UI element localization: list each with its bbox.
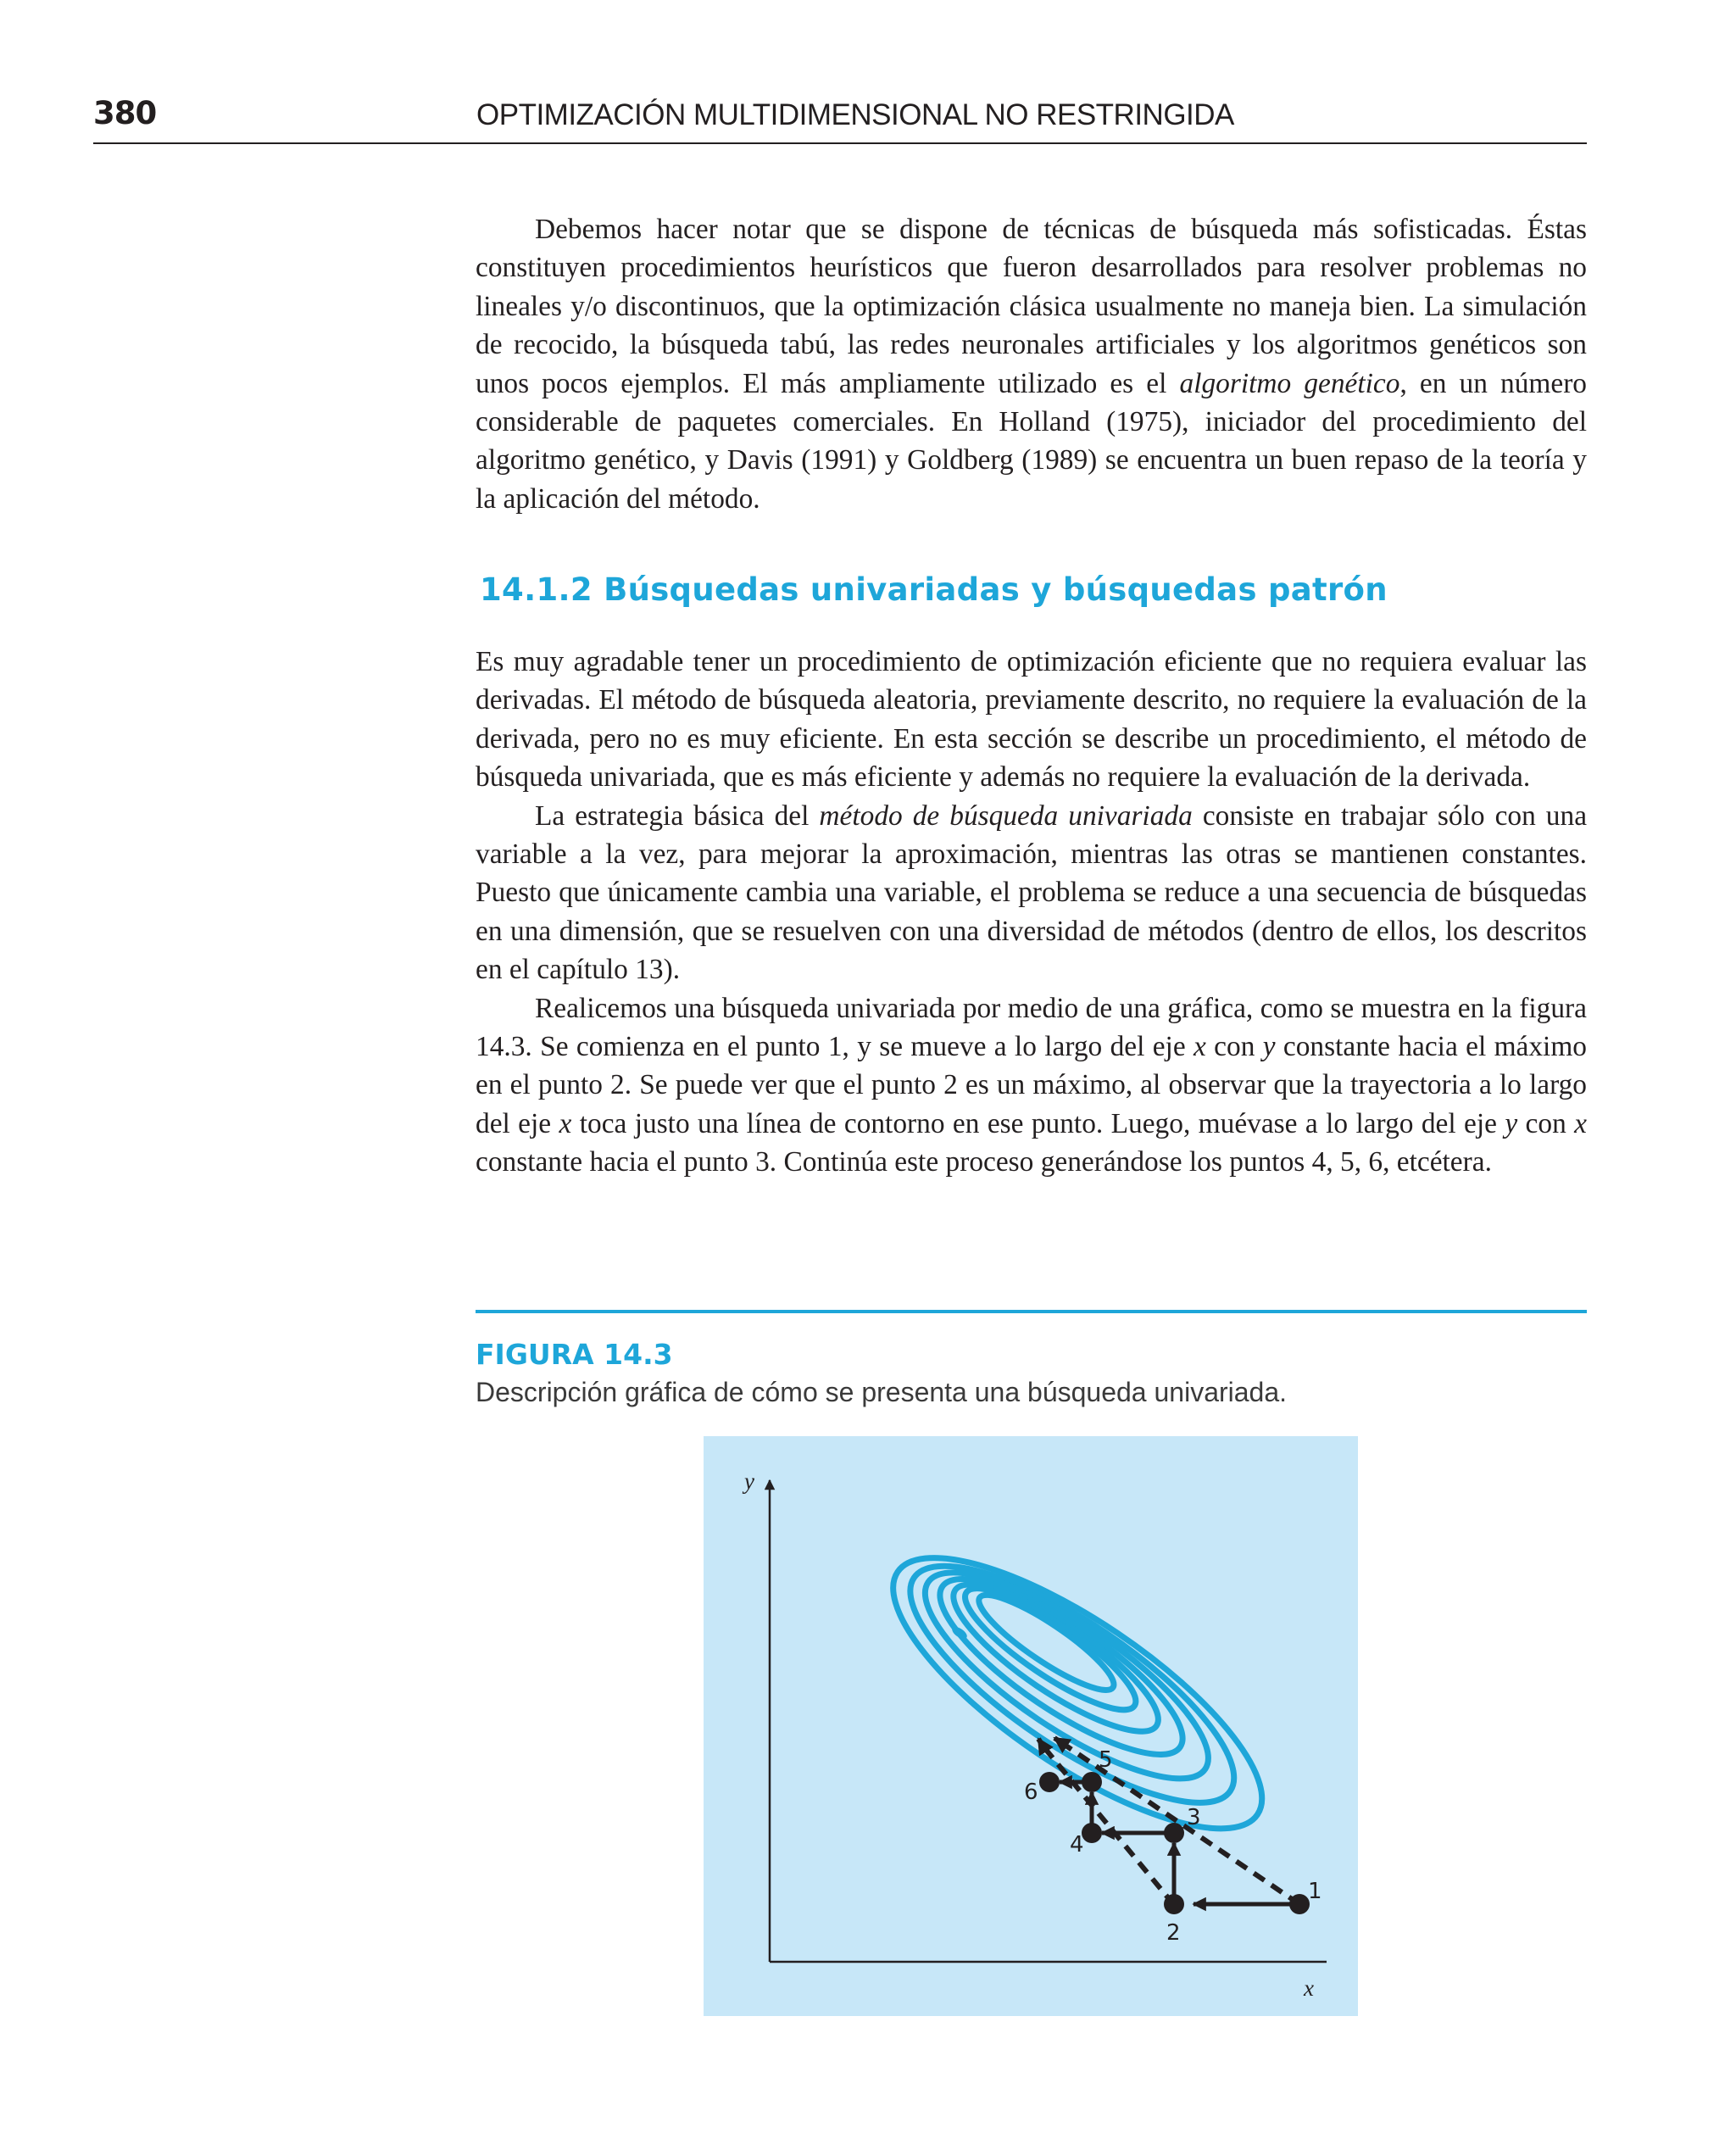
point-2-label: 2 bbox=[1166, 1920, 1181, 1946]
pattern-arrowhead-2 bbox=[1038, 1739, 1043, 1746]
point-5-marker bbox=[1082, 1772, 1102, 1792]
point-3-marker bbox=[1164, 1823, 1184, 1843]
point-1-label: 1 bbox=[1308, 1879, 1322, 1904]
math-variable: x bbox=[1574, 1107, 1587, 1139]
math-variable: x bbox=[559, 1107, 572, 1139]
paragraph: Es muy agradable tener un procedimiento de optimización eficiente que no requiera evaluar las derivadas. El método de búsqueda aleatoria, previamente descrito, no requiere la evaluación de la derivada, pero no es muy eficiente. En esta sección se describe un procedimiento, el método de búsqueda univariada, que es más eficiente y además no requiere la evaluación de la derivada. bbox=[476, 646, 1587, 794]
y-axis-label: y bbox=[744, 1468, 754, 1494]
math-variable: x bbox=[1194, 1031, 1206, 1063]
paragraph-text: , en un número considerable de paquetes comerciales. En Holland (1975), iniciador del procedimiento del algoritmo genético, y Davis (1991) y Goldberg (1989) se encuentra un buen repaso de la teoría y la aplicación del método. bbox=[476, 367, 1588, 515]
point-4-marker bbox=[1082, 1823, 1102, 1843]
paragraph-text: constante hacia el punto 3. Continúa este proceso generándose los puntos 4, 5, 6, etcétera. bbox=[476, 1146, 1492, 1178]
page-number: 380 bbox=[93, 95, 157, 131]
paragraph-text: constante hacia el máximo en el punto 2. Se puede ver que el punto 2 es un máximo, al observar que la trayectoria a lo largo del eje bbox=[476, 1031, 1587, 1139]
point-4-label: 4 bbox=[1070, 1832, 1084, 1858]
figure-panel bbox=[704, 1436, 1358, 2016]
point-6-label: 6 bbox=[1024, 1780, 1038, 1805]
paragraph-text: consiste en trabajar sólo con una variable a la vez, para mejorar la aproximación, mientras las otras se mantienen constantes. Puesto que únicamente cambia una variable, el problema se reduce a una secuencia de búsquedas en una dimensión, que se resuelven con una diversidad de métodos (dentro de ellos, los descritos en el capítulo 13). bbox=[476, 799, 1588, 986]
point-3-label: 3 bbox=[1187, 1805, 1201, 1830]
contour-plot bbox=[704, 1436, 1358, 2016]
figure-caption: Descripción gráfica de cómo se presenta una búsqueda univariada. bbox=[476, 1377, 1288, 1407]
emphasis-term: método de búsqueda univariada bbox=[819, 799, 1193, 832]
paragraph bbox=[476, 210, 1587, 518]
contour-lines bbox=[857, 1512, 1298, 1874]
point-2-marker bbox=[1164, 1894, 1184, 1914]
paragraph-text: con bbox=[1205, 1031, 1263, 1063]
paragraph-text: La estrategia básica del bbox=[535, 799, 820, 832]
point-6-marker bbox=[1039, 1772, 1060, 1792]
paragraph bbox=[476, 797, 1587, 989]
figure-rule bbox=[476, 1310, 1587, 1313]
paragraph-text: con bbox=[1517, 1107, 1575, 1139]
paragraph-text: Debemos hacer notar que se dispone de técnicas de búsqueda más sofisticadas. Éstas constituyen procedimientos heurísticos que fueron desarrollados para resolver problemas no lineales y/o discontinuos, que la optimización clásica usualmente no maneja bien. La simulación de recocido, la búsqueda tabú, las redes neuronales artificiales y los algoritmos genéticos son unos pocos ejemplos. El más ampliamente utilizado es el bbox=[476, 214, 1587, 399]
figure-label: FIGURA 14.3 bbox=[476, 1338, 673, 1371]
running-title: OPTIMIZACIÓN MULTIDIMENSIONAL NO RESTRINGIDA bbox=[476, 98, 1234, 131]
intro-block bbox=[476, 210, 1587, 518]
point-5-label: 5 bbox=[1099, 1747, 1113, 1773]
section-body bbox=[476, 643, 1587, 1182]
paragraph-text: Realicemos una búsqueda univariada por medio de una gráfica, como se muestra en la figura 14.3. Se comienza en el punto 1, y se mueve a lo largo del eje bbox=[476, 992, 1587, 1063]
emphasis-term: algoritmo genético bbox=[1179, 367, 1400, 399]
math-variable: y bbox=[1262, 1031, 1276, 1063]
point-1-marker bbox=[1289, 1894, 1310, 1914]
section-heading: 14.1.2 Búsquedas univariadas y búsquedas patrón bbox=[480, 571, 1388, 608]
page-header bbox=[93, 95, 1587, 144]
x-axis-label: x bbox=[1304, 1975, 1314, 2001]
math-variable: y bbox=[1505, 1107, 1518, 1139]
pattern-arrowhead-1 bbox=[1054, 1738, 1060, 1741]
paragraph-text: toca justo una línea de contorno en ese punto. Luego, muévase a lo largo del eje bbox=[571, 1107, 1505, 1139]
paragraph bbox=[476, 989, 1587, 1182]
